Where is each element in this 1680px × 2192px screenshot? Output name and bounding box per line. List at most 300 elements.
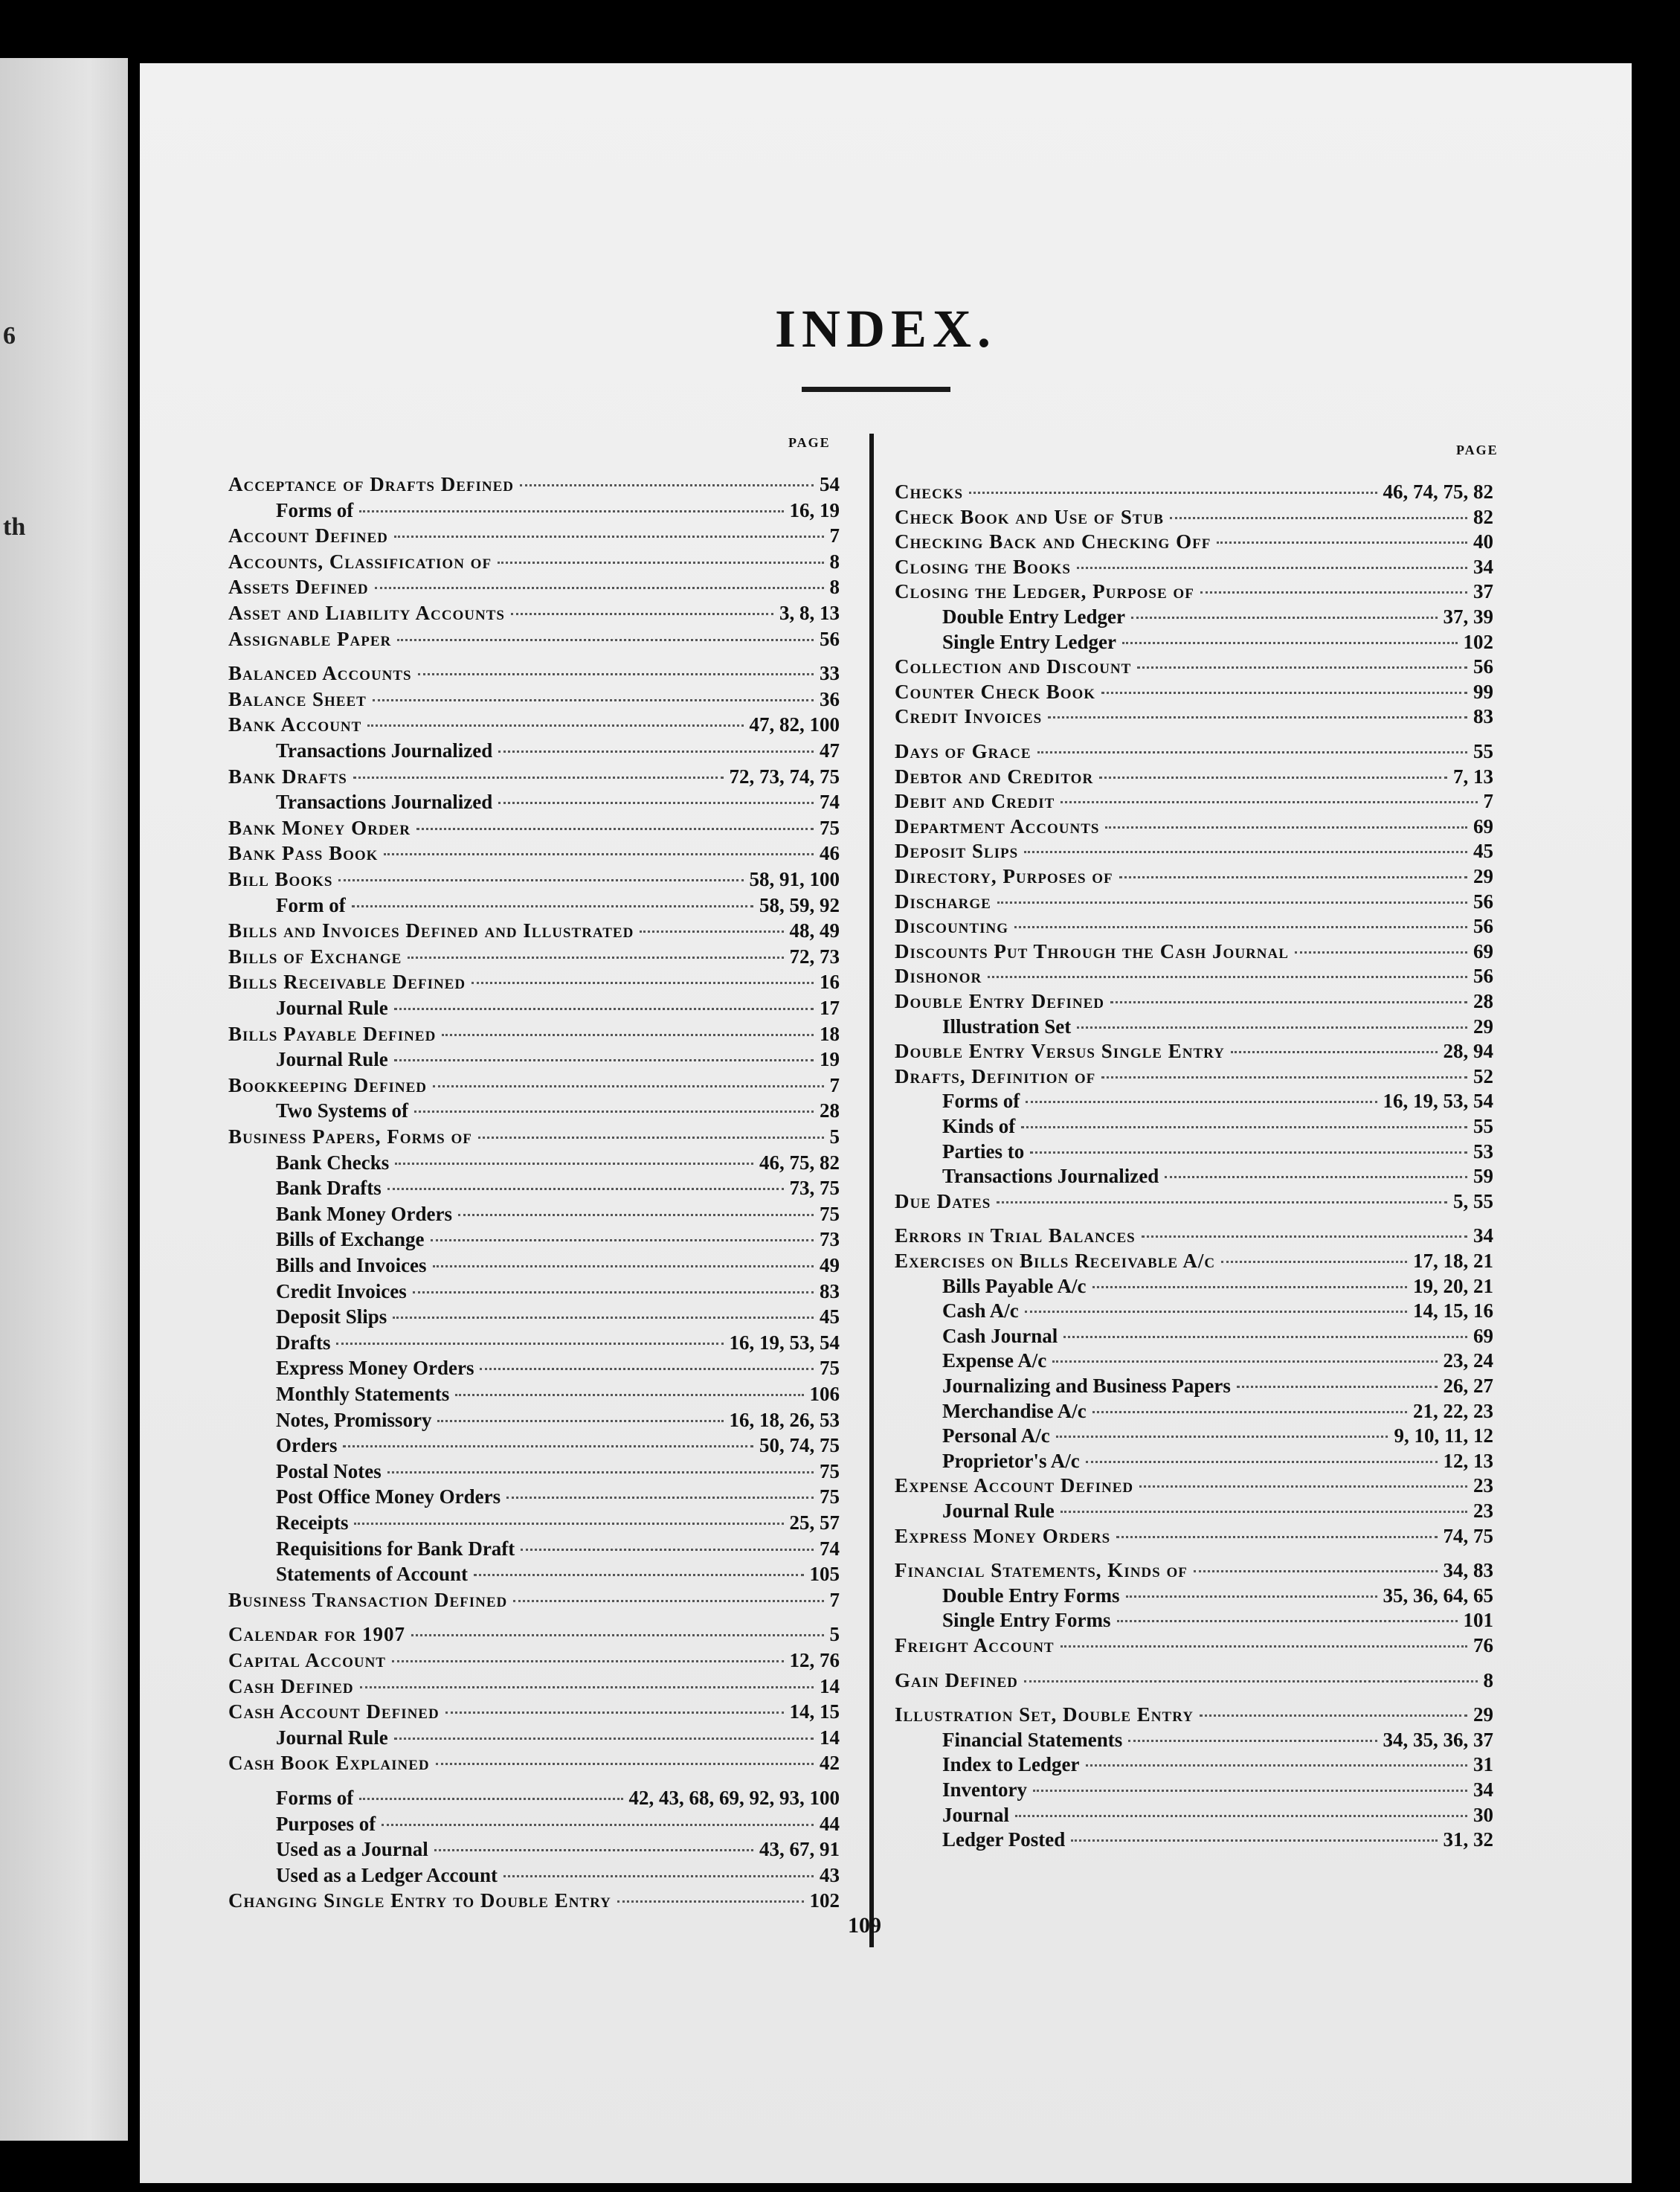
- index-subentry: [228, 1279, 840, 1303]
- dot-leader: [1077, 567, 1467, 569]
- index-subentry: [228, 1837, 840, 1861]
- dot-leader: [1237, 1386, 1438, 1388]
- entry-text: Illustration Set, Double Entry: [895, 1703, 1194, 1726]
- entry-text: Bank Money Order: [228, 816, 411, 839]
- dot-leader: [1056, 1436, 1388, 1438]
- entry-pages: 72, 73: [789, 945, 840, 968]
- index-subentry: [228, 1253, 840, 1277]
- entry-text: Debit and Credit: [895, 790, 1055, 813]
- entry-text: Drafts: [276, 1331, 331, 1354]
- entry-pages: 28, 94: [1443, 1040, 1493, 1063]
- index-entry: [895, 655, 1493, 678]
- entry-pages: 7: [829, 1588, 840, 1611]
- entry-pages: 16, 18, 26, 53: [729, 1408, 840, 1431]
- dot-leader: [1101, 692, 1467, 694]
- dot-leader: [1101, 1076, 1467, 1079]
- index-entry: [228, 524, 840, 547]
- index-entry: [228, 575, 840, 599]
- entry-pages: 44: [820, 1812, 840, 1835]
- dot-leader: [640, 931, 783, 933]
- dot-leader: [997, 901, 1467, 904]
- entry-text: Checks: [895, 480, 964, 503]
- entry-text: Journal Rule: [276, 1726, 388, 1749]
- entry-pages: 8: [829, 550, 840, 573]
- entry-text: Form of: [276, 893, 346, 916]
- index-entry: [228, 1073, 840, 1097]
- entry-pages: 102: [809, 1889, 840, 1912]
- entry-pages: 7: [829, 1073, 840, 1096]
- dot-leader: [1025, 1311, 1407, 1313]
- index-entry: [228, 867, 840, 891]
- entry-text: Bank Checks: [276, 1151, 390, 1174]
- dot-leader: [1048, 716, 1467, 719]
- entry-text: Transactions Journalized: [942, 1165, 1159, 1188]
- page-column-label-left: PAGE: [788, 435, 831, 450]
- dot-leader: [431, 1239, 814, 1241]
- dot-leader: [1092, 1286, 1407, 1288]
- entry-text: Collection and Discount: [895, 655, 1132, 678]
- entry-text: Postal Notes: [276, 1459, 382, 1482]
- entry-text: Statements of Account: [276, 1563, 468, 1586]
- entry-pages: 36: [820, 687, 840, 710]
- index-subentry: [895, 1164, 1493, 1188]
- dot-leader: [513, 1600, 823, 1602]
- entry-pages: 74: [820, 1537, 840, 1560]
- index-subentry: [895, 1140, 1493, 1163]
- entry-pages: 34, 83: [1443, 1559, 1493, 1582]
- dot-leader: [387, 1471, 814, 1473]
- entry-text: Deposit Slips: [276, 1305, 387, 1328]
- index-entry: [895, 480, 1493, 504]
- index-entry: [228, 601, 840, 625]
- entry-pages: 59: [1473, 1165, 1493, 1188]
- dot-leader: [387, 1188, 784, 1190]
- dot-leader: [1119, 876, 1467, 878]
- entry-pages: 23: [1473, 1500, 1493, 1522]
- entry-text: Closing the Ledger, Purpose of: [895, 580, 1194, 603]
- entry-text: Requisitions for Bank Draft: [276, 1537, 515, 1560]
- dot-leader: [1110, 1001, 1467, 1003]
- entry-text: Discounting: [895, 915, 1008, 938]
- entry-pages: 43, 67, 91: [759, 1838, 840, 1861]
- entry-pages: 16, 19, 53, 54: [729, 1331, 840, 1354]
- dot-leader: [433, 1085, 823, 1087]
- dot-leader: [1128, 1740, 1377, 1742]
- entry-pages: 18: [820, 1022, 840, 1045]
- entry-text: Double Entry Forms: [942, 1584, 1120, 1607]
- entry-pages: 58, 91, 100: [749, 868, 840, 890]
- entry-text: Balance Sheet: [228, 687, 367, 710]
- index-subentry: [228, 1099, 840, 1122]
- dot-leader: [1061, 1645, 1467, 1648]
- index-entry: [228, 1674, 840, 1698]
- entry-pages: 45: [820, 1305, 840, 1328]
- index-subentry: [228, 1356, 840, 1380]
- entry-text: Bank Drafts: [228, 765, 347, 788]
- entry-pages: 56: [1473, 915, 1493, 938]
- entry-text: Discounts Put Through the Cash Journal: [895, 939, 1289, 962]
- entry-text: Parties to: [942, 1140, 1025, 1163]
- entry-pages: 42, 43, 68, 69, 92, 93, 100: [628, 1787, 840, 1809]
- entry-pages: 74: [820, 791, 840, 814]
- dot-leader: [394, 1008, 814, 1010]
- entry-pages: 29: [1473, 1015, 1493, 1038]
- entry-pages: 73, 75: [789, 1177, 840, 1200]
- entry-text: Bills of Exchange: [276, 1228, 425, 1251]
- entry-pages: 56: [1473, 655, 1493, 678]
- entry-text: Assignable Paper: [228, 627, 392, 650]
- entry-pages: 75: [820, 1485, 840, 1508]
- entry-pages: 34: [1473, 1778, 1493, 1801]
- index-subentry: [228, 1151, 840, 1174]
- entry-text: Balanced Accounts: [228, 662, 412, 685]
- dot-leader: [478, 1137, 824, 1139]
- index-entry: [895, 789, 1493, 813]
- dot-leader: [1061, 801, 1477, 803]
- index-subentry: [895, 1299, 1493, 1322]
- entry-pages: 49: [820, 1254, 840, 1276]
- entry-pages: 35, 36, 64, 65: [1383, 1584, 1493, 1607]
- index-entry: [228, 970, 840, 994]
- index-subentry: [228, 1331, 840, 1354]
- entry-pages: 16, 19: [789, 498, 840, 521]
- entry-text: Credit Invoices: [895, 705, 1043, 728]
- index-entry: [895, 1189, 1493, 1213]
- index-subentry: [895, 1349, 1493, 1372]
- entry-pages: 12, 13: [1443, 1449, 1493, 1472]
- index-subentry: [228, 1382, 840, 1406]
- dot-leader: [359, 510, 783, 512]
- entry-text: Forms of: [276, 498, 354, 521]
- entry-pages: 74, 75: [1443, 1524, 1493, 1547]
- entry-text: Business Transaction Defined: [228, 1588, 508, 1611]
- entry-pages: 31: [1473, 1753, 1493, 1776]
- entry-pages: 30: [1473, 1803, 1493, 1826]
- entry-pages: 19: [820, 1048, 840, 1071]
- column-divider: [869, 434, 874, 1947]
- entry-pages: 43: [820, 1863, 840, 1886]
- index-entry: [895, 1558, 1493, 1582]
- dot-leader: [382, 1824, 814, 1826]
- dot-leader: [1033, 1790, 1467, 1792]
- index-entry: [228, 1648, 840, 1672]
- index-entry: [895, 1249, 1493, 1273]
- entry-text: Financial Statements, Kinds of: [895, 1559, 1188, 1582]
- dot-leader: [414, 1111, 814, 1113]
- entry-pages: 69: [1473, 814, 1493, 838]
- entry-pages: 14: [820, 1674, 840, 1697]
- index-entry: [228, 1889, 840, 1912]
- entry-text: Bank Account: [228, 713, 362, 736]
- dot-leader: [1024, 1680, 1478, 1682]
- dot-leader: [359, 1798, 622, 1800]
- entry-text: Kinds of: [942, 1115, 1016, 1137]
- index-entry: [895, 530, 1493, 553]
- entry-pages: 69: [1473, 1324, 1493, 1347]
- entry-pages: 40: [1473, 530, 1493, 553]
- page-title: INDEX.: [774, 299, 997, 359]
- left-page-fragment: 6: [3, 322, 16, 350]
- entry-text: Bills Payable A/c: [942, 1274, 1087, 1297]
- entry-pages: 25, 57: [789, 1511, 840, 1534]
- index-entry: [228, 765, 840, 788]
- dot-leader: [397, 639, 814, 641]
- entry-pages: 45: [1473, 840, 1493, 863]
- dot-leader: [521, 1549, 814, 1551]
- dot-leader: [1137, 666, 1467, 669]
- left-page-edge: [0, 58, 128, 2141]
- entry-pages: 37: [1473, 580, 1493, 603]
- dot-leader: [343, 1445, 753, 1447]
- index-subentry: [895, 1015, 1493, 1038]
- index-entry: [228, 919, 840, 942]
- index-entry: [895, 964, 1493, 988]
- entry-text: Expense A/c: [942, 1349, 1047, 1372]
- entry-text: Due Dates: [895, 1189, 991, 1212]
- entry-text: Post Office Money Orders: [276, 1485, 501, 1508]
- entry-pages: 29: [1473, 1703, 1493, 1726]
- entry-pages: 9, 10, 11, 12: [1394, 1424, 1493, 1447]
- entry-text: Bill Books: [228, 868, 333, 890]
- entry-text: Asset and Liability Accounts: [228, 602, 505, 624]
- dot-leader: [1086, 1461, 1438, 1463]
- entry-text: Freight Account: [895, 1634, 1055, 1656]
- index-entry: [895, 1668, 1493, 1692]
- entry-text: Two Systems of: [276, 1099, 408, 1122]
- entry-pages: 53: [1473, 1140, 1493, 1163]
- entry-text: Bills Receivable Defined: [228, 971, 466, 994]
- dot-leader: [394, 1059, 814, 1061]
- dot-leader: [1122, 642, 1458, 644]
- index-entry: [895, 890, 1493, 913]
- entry-pages: 56: [1473, 890, 1493, 913]
- dot-leader: [1015, 1815, 1467, 1817]
- entry-pages: 83: [820, 1279, 840, 1302]
- index-subentry: [228, 1202, 840, 1226]
- dot-leader: [1099, 777, 1447, 779]
- index-entry: [895, 1524, 1493, 1548]
- index-entry: [228, 1588, 840, 1612]
- entry-text: Financial Statements: [942, 1728, 1123, 1751]
- index-entry: [895, 1633, 1493, 1657]
- entry-pages: 99: [1473, 680, 1493, 703]
- index-entry: [895, 1703, 1493, 1726]
- dot-leader: [1295, 951, 1467, 954]
- index-subentry: [228, 1459, 840, 1483]
- index-subentry: [228, 1485, 840, 1508]
- entry-text: Journalizing and Business Papers: [942, 1375, 1231, 1397]
- entry-text: Double Entry Ledger: [942, 605, 1125, 628]
- dot-leader: [498, 802, 814, 804]
- entry-pages: 106: [809, 1383, 840, 1405]
- dot-leader: [1024, 851, 1467, 853]
- index-entry: [895, 704, 1493, 728]
- dot-leader: [1071, 1839, 1437, 1842]
- entry-text: Assets Defined: [228, 576, 369, 599]
- dot-leader: [437, 1420, 723, 1422]
- index-subentry: [228, 1812, 840, 1836]
- index-entry: [895, 1473, 1493, 1497]
- entry-text: Debtor and Creditor: [895, 765, 1094, 788]
- dot-leader: [338, 879, 743, 881]
- entry-pages: 55: [1473, 740, 1493, 762]
- entry-pages: 29: [1473, 865, 1493, 887]
- index-entry: [228, 816, 840, 840]
- entry-text: Drafts, Definition of: [895, 1064, 1096, 1087]
- entry-text: Bank Money Orders: [276, 1202, 453, 1225]
- dot-leader: [360, 1686, 814, 1688]
- entry-text: Single Entry Forms: [942, 1609, 1111, 1632]
- dot-leader: [1139, 1485, 1467, 1488]
- entry-pages: 42: [820, 1752, 840, 1775]
- dot-leader: [352, 905, 753, 907]
- entry-text: Double Entry Defined: [895, 990, 1104, 1012]
- entry-text: Express Money Orders: [276, 1357, 474, 1380]
- index-entry: [228, 1125, 840, 1148]
- entry-pages: 75: [820, 1357, 840, 1380]
- dot-leader: [1194, 1570, 1438, 1572]
- entry-pages: 5: [829, 1125, 840, 1148]
- entry-text: Directory, Purposes of: [895, 865, 1113, 887]
- index-subentry: [895, 1828, 1493, 1851]
- entry-pages: 31, 32: [1443, 1828, 1493, 1851]
- entry-text: Journal Rule: [942, 1500, 1055, 1522]
- entry-pages: 7, 13: [1453, 765, 1493, 788]
- index-subentry: [228, 1726, 840, 1749]
- index-entry: [895, 864, 1493, 888]
- index-entry: [228, 1700, 840, 1723]
- entry-pages: 14, 15, 16: [1413, 1299, 1493, 1322]
- dot-leader: [1200, 1714, 1467, 1717]
- dot-leader: [354, 1523, 783, 1525]
- entry-text: Exercises on Bills Receivable A/c: [895, 1250, 1216, 1272]
- dot-leader: [395, 1163, 753, 1165]
- entry-text: Monthly Statements: [276, 1383, 450, 1405]
- entry-text: Personal A/c: [942, 1424, 1050, 1447]
- dot-leader: [1165, 1176, 1467, 1178]
- entry-text: Calendar for 1907: [228, 1623, 406, 1646]
- entry-text: Capital Account: [228, 1649, 386, 1671]
- index-subentry: [895, 1424, 1493, 1447]
- dot-leader: [375, 587, 824, 589]
- index-subentry: [895, 1449, 1493, 1473]
- entry-pages: 17: [820, 997, 840, 1019]
- entry-text: Changing Single Entry to Double Entry: [228, 1889, 611, 1912]
- index-subentry: [228, 739, 840, 762]
- index-subentry: [895, 1374, 1493, 1398]
- index-entry: [895, 555, 1493, 579]
- index-subentry: [895, 1324, 1493, 1348]
- entry-text: Credit Invoices: [276, 1279, 407, 1302]
- index-subentry: [228, 1305, 840, 1328]
- entry-text: Bookkeeping Defined: [228, 1073, 428, 1096]
- index-entry: [895, 680, 1493, 704]
- entry-text: Business Papers, Forms of: [228, 1125, 472, 1148]
- dot-leader: [617, 1900, 804, 1903]
- index-subentry: [895, 1114, 1493, 1138]
- dot-leader: [434, 1849, 753, 1851]
- dot-leader: [433, 1265, 814, 1267]
- dot-leader: [455, 1394, 803, 1396]
- entry-pages: 56: [820, 627, 840, 650]
- entry-pages: 37, 39: [1443, 605, 1493, 628]
- entry-text: Forms of: [942, 1090, 1020, 1113]
- index-entry: [895, 1039, 1493, 1063]
- entry-text: Orders: [276, 1434, 338, 1457]
- index-subentry: [228, 996, 840, 1020]
- entry-text: Bills of Exchange: [228, 945, 402, 968]
- entry-pages: 47, 82, 100: [749, 713, 840, 736]
- entry-pages: 72, 73, 74, 75: [729, 765, 840, 788]
- index-entry: [895, 579, 1493, 603]
- entry-text: Used as a Ledger Account: [276, 1863, 498, 1886]
- index-entry: [228, 661, 840, 685]
- entry-text: Checking Back and Checking Off: [895, 530, 1211, 553]
- dot-leader: [418, 673, 814, 675]
- index-entry: [895, 1224, 1493, 1247]
- index-subentry: [228, 1047, 840, 1071]
- entry-text: Proprietor's A/c: [942, 1449, 1080, 1472]
- entry-text: Cash Defined: [228, 1674, 354, 1697]
- dot-leader: [472, 982, 814, 984]
- entry-pages: 73: [820, 1228, 840, 1251]
- dot-leader: [413, 1291, 814, 1293]
- entry-pages: 58, 59, 92: [759, 893, 840, 916]
- index-entry: [895, 989, 1493, 1013]
- entry-pages: 76: [1473, 1634, 1493, 1656]
- entry-pages: 56: [1473, 965, 1493, 988]
- entry-pages: 26, 27: [1443, 1375, 1493, 1397]
- entry-text: Transactions Journalized: [276, 791, 493, 814]
- index-entry: [228, 550, 840, 573]
- entry-text: Bank Pass Book: [228, 842, 379, 865]
- entry-text: Cash Account Defined: [228, 1700, 440, 1723]
- entry-text: Merchandise A/c: [942, 1399, 1087, 1422]
- index-entry: [228, 1622, 840, 1646]
- entry-pages: 46: [820, 842, 840, 865]
- index-entry: [228, 627, 840, 651]
- dot-leader: [1052, 1360, 1437, 1363]
- dot-leader: [503, 1875, 814, 1877]
- dot-leader: [1221, 1261, 1407, 1263]
- index-subentry: [895, 1274, 1493, 1298]
- dot-leader: [367, 724, 743, 727]
- entry-pages: 7: [829, 524, 840, 547]
- index-entry: [228, 1022, 840, 1046]
- entry-pages: 28: [1473, 990, 1493, 1012]
- entry-text: Dishonor: [895, 965, 982, 988]
- entry-pages: 54: [820, 473, 840, 495]
- dot-leader: [373, 699, 814, 701]
- dot-leader: [353, 777, 724, 779]
- index-subentry: [895, 1778, 1493, 1802]
- entry-text: Journal: [942, 1803, 1010, 1826]
- index-subentry: [895, 1728, 1493, 1752]
- entry-text: Gain Defined: [895, 1668, 1018, 1691]
- entry-text: Account Defined: [228, 524, 388, 547]
- entry-pages: 14: [820, 1726, 840, 1749]
- index-entry: [228, 841, 840, 865]
- entry-pages: 46, 75, 82: [759, 1151, 840, 1174]
- entry-pages: 34: [1473, 1224, 1493, 1247]
- entry-text: Accounts, Classification of: [228, 550, 492, 573]
- entry-text: Bank Drafts: [276, 1177, 382, 1200]
- dot-leader: [394, 1738, 814, 1740]
- entry-text: Double Entry Versus Single Entry: [895, 1040, 1225, 1063]
- index-subentry: [228, 1562, 840, 1586]
- page-column-label-right: PAGE: [1456, 443, 1499, 457]
- entry-pages: 33: [820, 662, 840, 685]
